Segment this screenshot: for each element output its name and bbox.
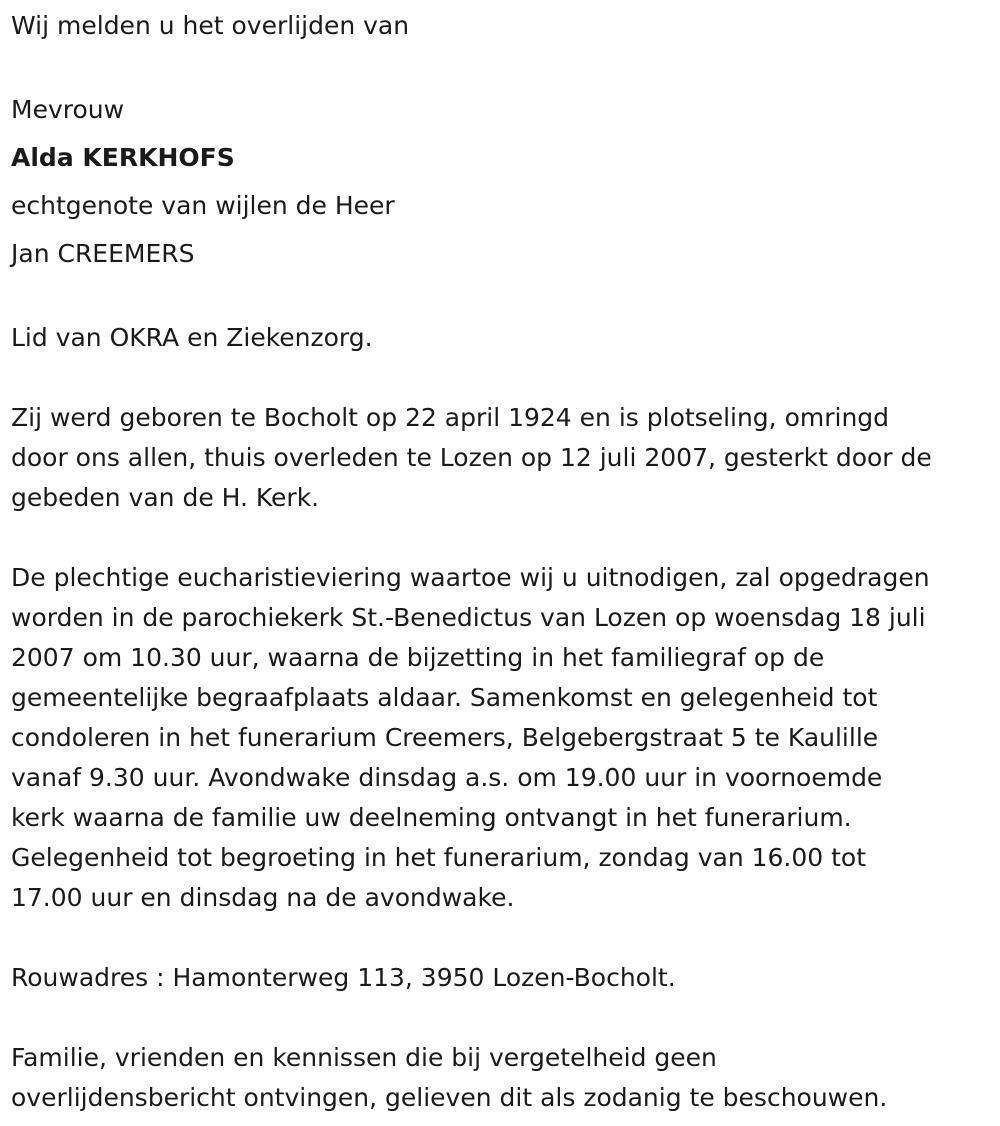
paragraph-line: worden in de parochiekerk St.-Benedictus van Lozen op woensdag 18 juli (11, 603, 926, 632)
spacer (11, 998, 991, 1038)
ceremony-paragraph (11, 558, 991, 918)
spacer (11, 358, 991, 398)
person-title: Mevrouw (11, 95, 125, 124)
closing-paragraph (11, 1038, 991, 1118)
paragraph-line: vanaf 9.30 uur. Avondwake dinsdag a.s. om 19.00 uur in voornoemde (11, 763, 883, 792)
spacer (11, 918, 991, 958)
paragraph-line: kerk waarna de familie uw deelneming ontvangt in het funerarium. (11, 803, 852, 832)
paragraph-line: gebeden van de H. Kerk. (11, 483, 320, 512)
intro-text: Wij melden u het overlijden van (11, 11, 410, 40)
paragraph-line: 17.00 uur en dinsdag na de avondwake. (11, 883, 515, 912)
person-name: Alda KERKHOFS (11, 143, 235, 172)
paragraph-line: overlijdensbericht ontvingen, gelieven dit als zodanig te beschouwen. (11, 1083, 888, 1112)
obituary-notice (11, 0, 991, 1118)
spacer (11, 46, 991, 86)
spacer (11, 518, 991, 558)
birth-death-paragraph (11, 398, 991, 518)
paragraph-line: Zij werd geboren te Bocholt op 22 april 1924 en is plotseling, omringd (11, 403, 890, 432)
membership-text: Lid van OKRA en Ziekenzorg. (11, 323, 373, 352)
paragraph-line: condoleren in het funerarium Creemers, Belgebergstraat 5 te Kaulille (11, 723, 879, 752)
spouse-name: Jan CREEMERS (11, 239, 195, 268)
paragraph-line: De plechtige eucharistieviering waartoe wij u uitnodigen, zal opgedragen (11, 563, 930, 592)
person-relation: echtgenote van wijlen de Heer (11, 191, 395, 220)
mourning-address: Rouwadres : Hamonterweg 113, 3950 Lozen-Bocholt. (11, 963, 676, 992)
paragraph-line: gemeentelijke begraafplaats aldaar. Samenkomst en gelegenheid tot (11, 683, 878, 712)
paragraph-line: Familie, vrienden en kennissen die bij vergetelheid geen (11, 1043, 717, 1072)
spacer (11, 278, 991, 318)
paragraph-line: door ons allen, thuis overleden te Lozen op 12 juli 2007, gesterkt door de (11, 443, 932, 472)
paragraph-line: 2007 om 10.30 uur, waarna de bijzetting in het familiegraf op de (11, 643, 825, 672)
paragraph-line: Gelegenheid tot begroeting in het funerarium, zondag van 16.00 tot (11, 843, 867, 872)
